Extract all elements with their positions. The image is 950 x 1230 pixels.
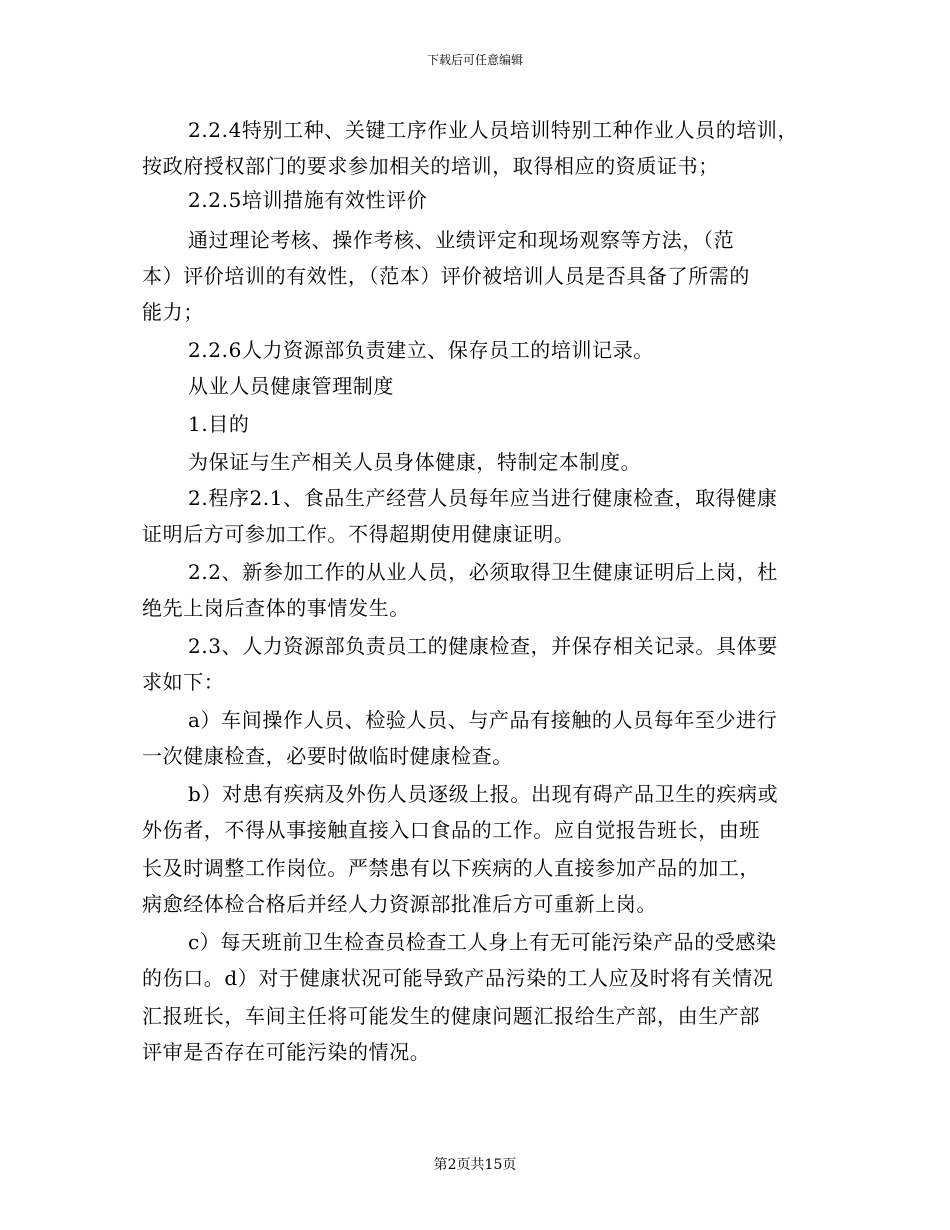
text-line: 一次健康检查，必要时做临时健康检查。 (142, 744, 513, 768)
text-line: a）车间操作人员、检验人员、与产品有接触的人员每年至少进行 (188, 708, 778, 732)
text-line: c）每天班前卫生检查员检查工人身上有无可能污染产品的受感染 (188, 930, 777, 954)
text-line: 求如下： (142, 670, 225, 694)
text-line: 2.2.6人力资源部负责建立、保存员工的培训记录。 (188, 338, 654, 362)
text-line: 2.3、人力资源部负责员工的健康检查，并保存相关记录。具体要 (188, 634, 778, 658)
text-line: 本）评价培训的有效性，（范本）评价被培训人员是否具备了所需的 (142, 264, 750, 288)
page-header-note: 下载后可任意编辑 (426, 53, 523, 67)
text-line: 按政府授权部门的要求参加相关的培训，取得相应的资质证书； (142, 154, 719, 178)
page-number: 第2页共15页 (433, 1157, 517, 1173)
text-line: 1.目的 (188, 412, 250, 436)
text-line: 通过理论考核、操作考核、业绩评定和现场观察等方法，（范 (188, 228, 735, 252)
text-line: 绝先上岗后查体的事情发生。 (142, 596, 410, 620)
text-line: 2.2、新参加工作的从业人员，必须取得卫生健康证明后上岗，杜 (188, 560, 778, 584)
text-line: 能力； (142, 300, 204, 324)
text-line: 评审是否存在可能污染的情况。 (142, 1040, 431, 1064)
text-line: 病愈经体检合格后并经人力资源部批准后方可重新上岗。 (142, 892, 657, 916)
text-line: 长及时调整工作岗位。严禁患有以下疾病的人直接参加产品的加工， (142, 856, 760, 880)
text-line: b）对患有疾病及外伤人员逐级上报。出现有碍产品卫生的疾病或 (188, 782, 779, 806)
text-line: 外伤者，不得从事接触直接入口食品的工作。应自觉报告班长，由班 (142, 818, 760, 842)
text-line: 的伤口。d）对于健康状况可能导致产品污染的工人应及时将有关情况 (142, 966, 774, 990)
text-line: 汇报班长，车间主任将可能发生的健康问题汇报给生产部，由生产部 (142, 1004, 760, 1028)
text-line: 证明后方可参加工作。不得超期使用健康证明。 (142, 522, 575, 546)
text-line: 2.2.5培训措施有效性评价 (188, 188, 428, 212)
text-line: 2.2.4特别工种、关键工序作业人员培训特别工种作业人员的培训， (188, 118, 799, 142)
text-line: 为保证与生产相关人员身体健康，特制定本制度。 (188, 450, 642, 474)
section-title: 从业人员健康管理制度 (188, 374, 394, 398)
text-line: 2.程序2.1、食品生产经营人员每年应当进行健康检查，取得健康 (188, 486, 778, 510)
